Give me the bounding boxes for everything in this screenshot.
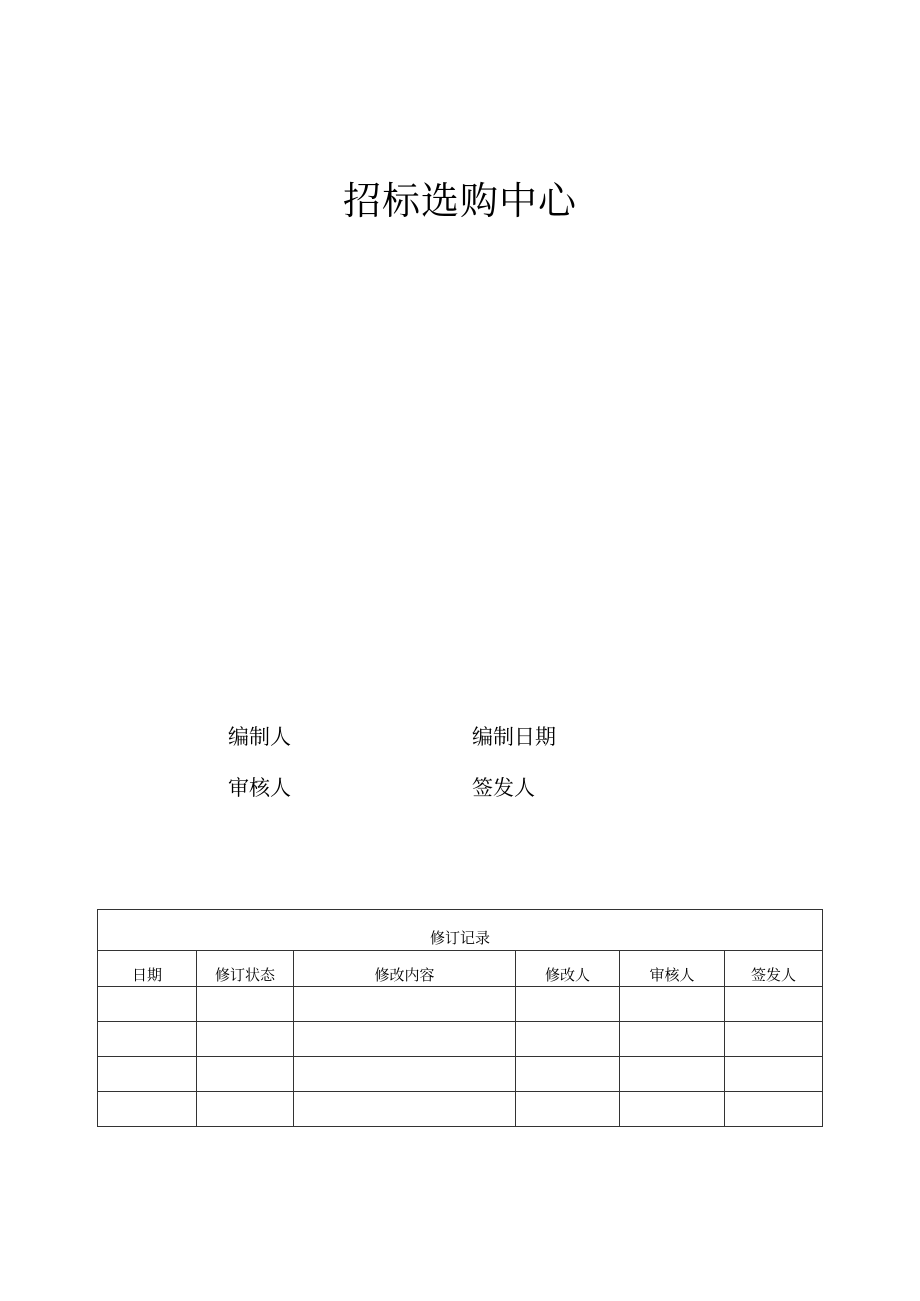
document-title: 招标选购中心 [342,179,577,223]
table-cell [725,1057,823,1092]
header-reviewer: 审核人 [620,951,725,987]
table-row [98,1057,823,1092]
table-cell [197,1022,294,1057]
table-cell [98,1057,197,1092]
table-cell [294,1057,516,1092]
table-cell [516,1057,620,1092]
table-row [98,987,823,1022]
table-cell [620,1022,725,1057]
table-cell [620,1057,725,1092]
table-cell [725,1092,823,1127]
revision-table-header-row [98,951,823,987]
table-cell [725,987,823,1022]
editor-label: 编制人 [228,725,291,749]
table-cell [98,1092,197,1127]
table-cell [294,987,516,1022]
table-cell [294,1022,516,1057]
table-cell [725,1022,823,1057]
table-cell [516,1022,620,1057]
table-cell [98,1022,197,1057]
table-cell [197,1092,294,1127]
table-cell [516,987,620,1022]
header-issuer: 签发人 [725,951,823,987]
revision-table-caption: 修订记录 [98,910,823,951]
revision-record-table [97,909,823,1127]
table-cell [197,987,294,1022]
header-change-content: 修改内容 [294,951,516,987]
header-modifier: 修改人 [516,951,620,987]
table-cell [294,1092,516,1127]
table-cell [620,987,725,1022]
reviewer-label: 审核人 [228,776,291,800]
header-revision-status: 修订状态 [197,951,294,987]
table-row [98,1022,823,1057]
issuer-label: 签发人 [472,776,535,800]
table-cell [197,1057,294,1092]
table-cell [516,1092,620,1127]
table-row [98,1092,823,1127]
edit-date-label: 编制日期 [472,725,556,749]
table-cell [98,987,197,1022]
table-cell [620,1092,725,1127]
header-date: 日期 [98,951,197,987]
